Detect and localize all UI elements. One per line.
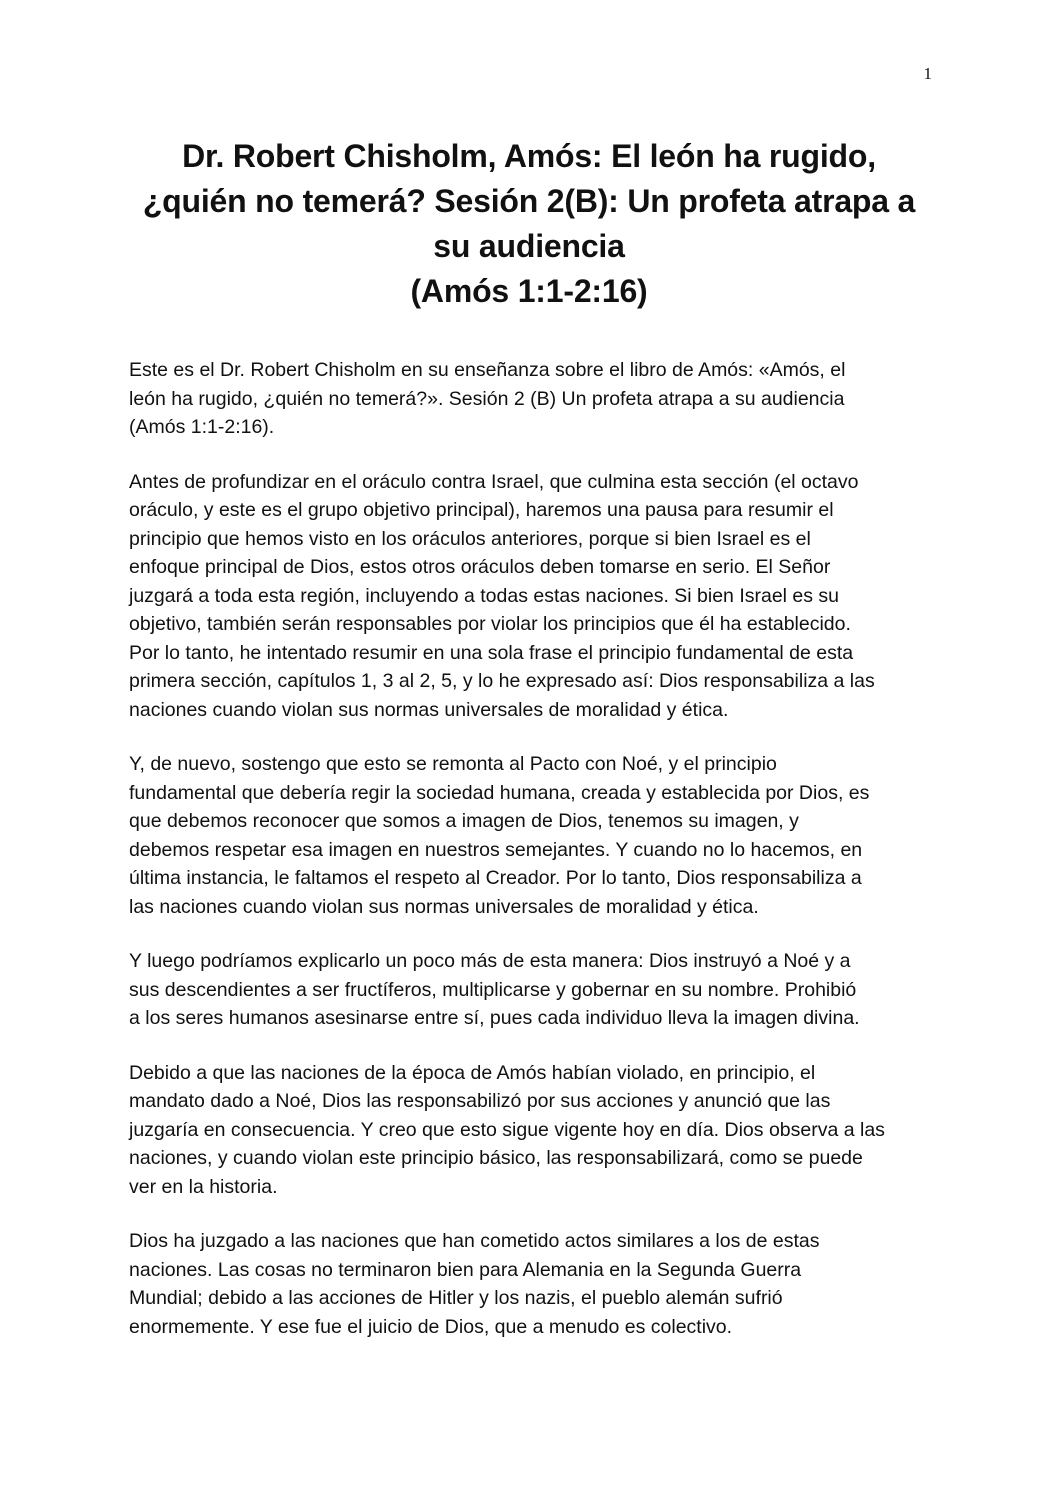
text-line: Antes de profundizar en el oráculo contra Israel, que culmina esta sección (el octavo: [129, 470, 859, 493]
title-line: su audiencia: [433, 228, 625, 264]
text-line: enfoque principal de Dios, estos otros oráculos deben tomarse en serio. El Señor: [129, 556, 831, 578]
paragraph-intro: [129, 356, 929, 442]
text-line: Este es el Dr. Robert Chisholm en su enseñanza sobre el libro de Amós: «Amós, el: [129, 359, 846, 381]
paragraph-oracle-principle: [129, 468, 929, 725]
paragraph-nations-accountable: [129, 1059, 929, 1202]
text-line: Dios ha juzgado a las naciones que han cometido actos similares a los de estas: [129, 1230, 820, 1252]
text-line: Y luego podríamos explicarlo un poco más de esta manera: Dios instruyó a Noé y a: [129, 950, 851, 972]
text-line: naciones, y cuando violan este principio básico, las responsabilizará, como se puede: [129, 1147, 863, 1169]
text-line: Por lo tanto, he intentado resumir en una sola frase el principio fundamental de esta: [129, 641, 854, 664]
text-line: oráculo, y este es el grupo objetivo principal), haremos una pausa para resumir el: [129, 499, 834, 521]
text-line: juzgaría en consecuencia. Y creo que esto sigue vigente hoy en día. Dios observa a las: [129, 1118, 885, 1141]
text-line: Debido a que las naciones de la época de Amós habían violado, en principio, el: [129, 1061, 816, 1084]
page-number: 1: [923, 64, 932, 83]
text-line: última instancia, le faltamos el respeto al Creador. Por lo tanto, Dios responsabiliza a: [129, 867, 862, 889]
text-line: principio que hemos visto en los oráculos anteriores, porque si bien Israel es el: [129, 527, 811, 550]
text-line: naciones cuando violan sus normas universales de moralidad y ética.: [129, 698, 729, 721]
text-line: mandato dado a Noé, Dios las responsabilizó por sus acciones y anunció que las: [129, 1090, 831, 1112]
text-line: Mundial; debido a las acciones de Hitler y los nazis, el pueblo alemán sufrió: [129, 1287, 783, 1309]
text-line: naciones. Las cosas no terminaron bien para Alemania en la Segunda Guerra: [129, 1258, 802, 1281]
text-line: que debemos reconocer que somos a imagen de Dios, tenemos su imagen, y: [129, 810, 799, 832]
title-line: Dr. Robert Chisholm, Amós: El león ha rugido,: [182, 138, 876, 174]
text-line: ver en la historia.: [129, 1175, 278, 1198]
title-line: ¿quién no temerá? Sesión 2(B): Un profeta atrapa a: [142, 183, 916, 219]
text-line: juzgará a toda esta región, incluyendo a todas estas naciones. Si bien Israel es su: [129, 584, 840, 607]
text-line: las naciones cuando violan sus normas universales de moralidad y ética.: [129, 895, 759, 918]
text-line: a los seres humanos asesinarse entre sí, pues cada individuo lleva la imagen divina.: [129, 1007, 860, 1029]
text-line: fundamental que debería regir la sociedad humana, creada y establecida por Dios, es: [129, 781, 870, 804]
text-line: sus descendientes a ser fructíferos, multiplicarse y gobernar en su nombre. Prohibió: [129, 978, 857, 1001]
document-title: [100, 134, 958, 314]
paragraph-noahic-covenant: [129, 750, 929, 921]
paragraph-historical-judgment: [129, 1227, 929, 1341]
text-line: enormemente. Y ese fue el juicio de Dios, que a menudo es colectivo.: [129, 1315, 733, 1338]
text-line: león ha rugido, ¿quién no temerá?». Sesión 2 (B) Un profeta atrapa a su audiencia: [129, 387, 845, 410]
text-line: (Amós 1:1-2:16).: [129, 416, 275, 438]
paragraph-noah-instruction: [129, 947, 929, 1033]
text-line: objetivo, también serán responsables por violar los principios que él ha establecido.: [129, 613, 851, 635]
document-body: [129, 356, 929, 1367]
text-line: primera sección, capítulos 1, 3 al 2, 5, y lo he expresado así: Dios responsabiliza a las: [129, 670, 875, 692]
title-line: (Amós 1:1-2:16): [410, 273, 648, 309]
text-line: Y, de nuevo, sostengo que esto se remonta al Pacto con Noé, y el principio: [129, 753, 777, 775]
text-line: debemos respetar esa imagen en nuestros semejantes. Y cuando no lo hacemos, en: [129, 838, 863, 861]
